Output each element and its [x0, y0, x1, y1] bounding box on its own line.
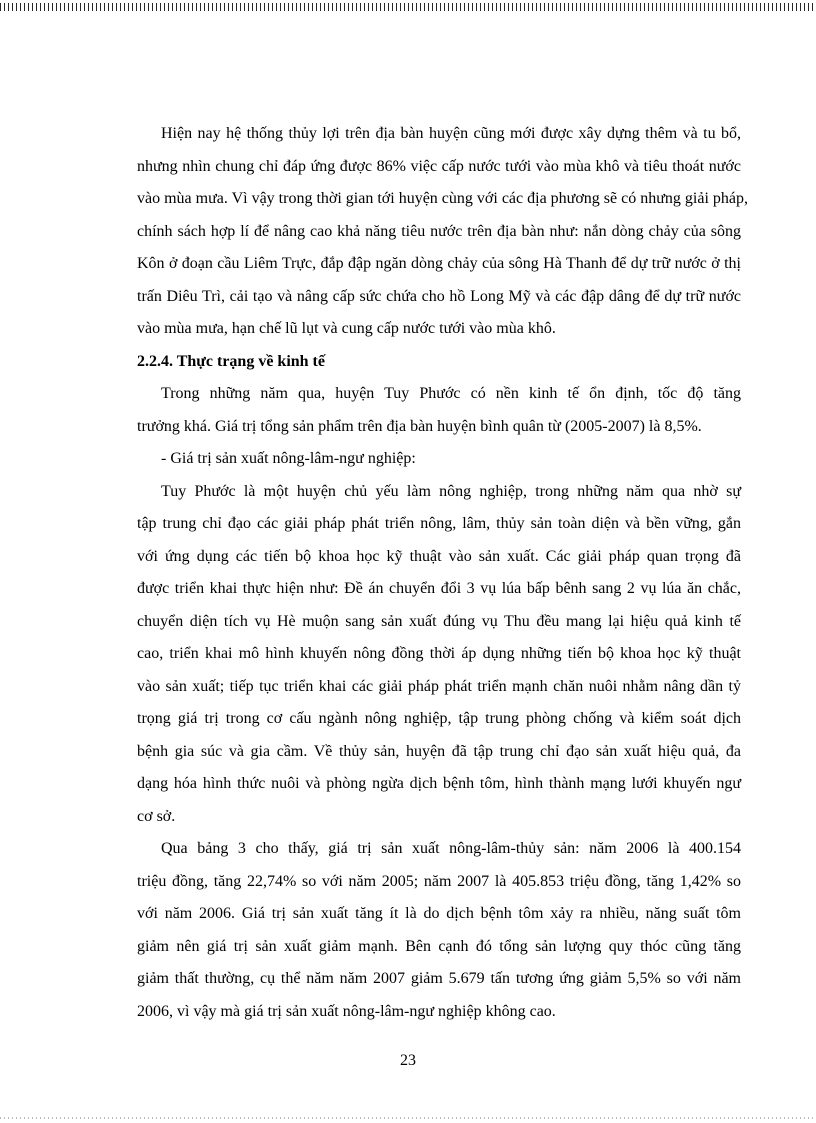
- paragraph-line: dạng hóa hình thức nuôi và phòng ngừa dịch bệnh tôm, hình thành mạng lưới khuyến ngư: [137, 775, 741, 792]
- paragraph-line: trọng giá trị trong cơ cấu ngành nông nghiệp, tập trung phòng chống và kiểm soát dịch: [137, 710, 741, 727]
- page-bottom-border: [0, 1117, 816, 1119]
- paragraph-line: Qua bảng 3 cho thấy, giá trị sản xuất nông-lâm-thủy sản: năm 2006 là 400.154: [161, 840, 741, 857]
- paragraph-line: cơ sở.: [137, 807, 176, 825]
- paragraph-line: cao, triển khai mô hình khuyến nông đồng thời áp dụng những tiến bộ khoa học kỹ thuật: [137, 645, 741, 662]
- paragraph-line: bệnh gia súc và gia cầm. Về thủy sản, huyện đã tập trung chỉ đạo sản xuất hiệu quả, đa: [137, 742, 741, 760]
- paragraph-line: chuyển diện tích vụ Hè muộn sang sản xuất đúng vụ Thu đều mang lại hiệu quả kinh tế: [137, 612, 741, 630]
- paragraph-line: 2006, vì vậy mà giá trị sản xuất nông-lâm-ngư nghiệp không cao.: [137, 1002, 556, 1020]
- paragraph-line: Trong những năm qua, huyện Tuy Phước có nền kinh tế ổn định, tốc độ tăng: [161, 385, 741, 402]
- paragraph-line: trưởng khá. Giá trị tổng sản phẩm trên địa bàn huyện bình quân từ (2005-2007) là 8,5%.: [137, 417, 702, 435]
- paragraph-agriculture: [137, 476, 741, 834]
- paragraph-line: được triển khai thực hiện như: Đề án chuyển đổi 3 vụ lúa bấp bênh sang 2 vụ lúa ăn chắc,: [137, 580, 741, 597]
- paragraph-line: Hiện nay hệ thống thủy lợi trên địa bàn huyện cũng mới được xây dựng thêm và tu bổ,: [161, 125, 741, 142]
- paragraph-line: với năm 2006. Giá trị sản xuất tăng ít là do dịch bệnh tôm xảy ra nhiều, năng suất tôm: [137, 905, 741, 922]
- page-top-border: [0, 3, 816, 11]
- paragraph-economy: [137, 378, 741, 443]
- paragraph-line: triệu đồng, tăng 22,74% so với năm 2005; năm 2007 là 405.853 triệu đồng, tăng 1,42% so: [137, 872, 741, 890]
- paragraph-production-value: [137, 833, 741, 1028]
- subheading-agriculture: - Giá trị sản xuất nông-lâm-ngư nghiệp:: [161, 450, 416, 467]
- paragraph-line: vào mùa mưa, hạn chế lũ lụt và cung cấp nước tưới vào mùa khô.: [137, 320, 556, 337]
- paragraph-line: nhưng nhìn chung chỉ đáp ứng được 86% việc cấp nước tưới vào mùa khô và tiêu thoát nước: [137, 157, 741, 175]
- paragraph-line: Tuy Phước là một huyện chủ yếu làm nông nghiệp, trong những năm qua nhờ sự: [161, 482, 741, 500]
- paragraph-irrigation: [137, 118, 748, 346]
- page-number: 23: [400, 1052, 416, 1069]
- paragraph-line: vào sản xuất; tiếp tục triển khai các giải pháp phát triển mạnh chăn nuôi nhằm nâng dần tỷ: [137, 677, 741, 695]
- paragraph-line: với ứng dụng các tiến bộ khoa học kỹ thuật vào sản xuất. Các giải pháp quan trọng đã: [137, 547, 741, 565]
- paragraph-line: vào mùa mưa. Vì vậy trong thời gian tới huyện cùng với các địa phương sẽ có nhưng giải pháp,: [137, 190, 748, 207]
- paragraph-line: chính sách hợp lí để nâng cao khả năng tiêu nước trên địa bàn như: nắn dòng chảy của sông: [137, 222, 741, 240]
- paragraph-line: Kôn ở đoạn cầu Liêm Trực, đắp đập ngăn dòng chảy của sông Hà Thanh để dự trữ nước ở thị: [137, 255, 741, 272]
- paragraph-line: tập trung chỉ đạo các giải pháp phát triển nông, lâm, thủy sản toàn diện và bền vững, gắn: [137, 515, 741, 532]
- document-body: [137, 118, 748, 1028]
- paragraph-line: trấn Diêu Trì, cải tạo và nâng cấp sức chứa cho hồ Long Mỹ và các đập dâng để dự trữ nước: [137, 287, 741, 305]
- section-heading: 2.2.4. Thực trạng về kinh tế: [137, 352, 325, 370]
- paragraph-line: giảm thất thường, cụ thể năm năm 2007 giảm 5.679 tấn tương ứng giảm 5,5% so với năm: [137, 970, 741, 987]
- paragraph-line: giảm nên giá trị sản xuất giảm mạnh. Bên cạnh đó tổng sản lượng quy thóc cũng tăng: [137, 937, 741, 955]
